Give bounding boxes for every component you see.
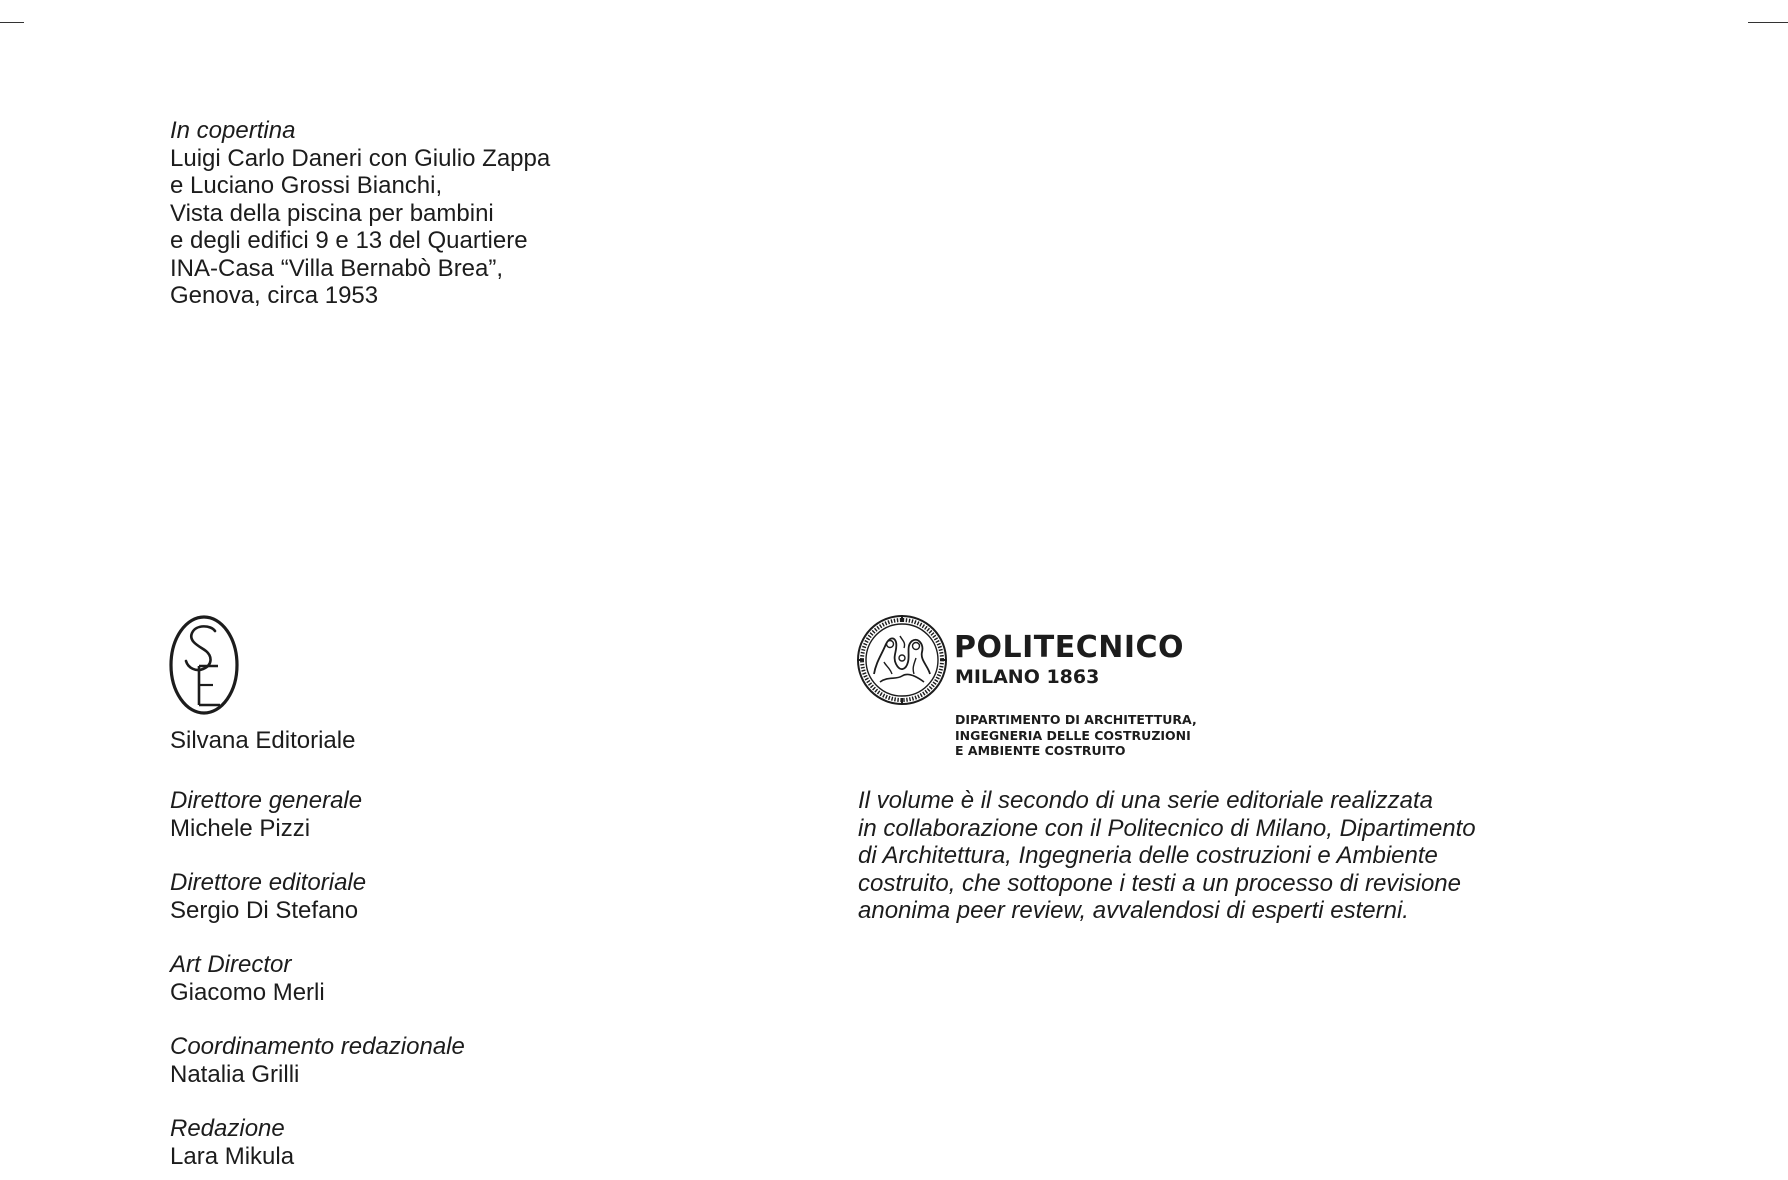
cover-caption-line: e Luciano Grossi Bianchi,: [170, 172, 443, 199]
credit-name: Natalia Grilli: [170, 1060, 300, 1088]
university-name: POLITECNICO: [954, 630, 1185, 665]
department-line: INGEGNERIA DELLE COSTRUZIONI: [955, 727, 1191, 743]
cover-caption-line: e degli edifici 9 e 13 del Quartiere: [170, 227, 528, 254]
department-line: E AMBIENTE COSTRUITO: [955, 743, 1126, 758]
publisher-name: Silvana Editoriale: [170, 727, 356, 754]
credit-role: Coordinamento redazionale: [170, 1033, 465, 1060]
credits-list: [170, 787, 465, 1180]
cover-caption-line: Luigi Carlo Daneri con Giulio Zappa: [170, 144, 551, 172]
credit-name: Sergio Di Stefano: [170, 896, 359, 924]
cover-caption-label: In copertina: [170, 117, 296, 144]
credit-item: [170, 951, 465, 1006]
credit-item: [170, 1115, 465, 1170]
department-line: DIPARTIMENTO DI ARCHITETTURA,: [955, 712, 1197, 727]
cover-caption: [170, 117, 550, 310]
cover-caption-line: Vista della piscina per bambini: [170, 199, 494, 227]
series-note-line: anonima peer review, avvalendosi di esperti esterni.: [858, 897, 1409, 924]
university-department: [955, 712, 1197, 759]
series-note-line: di Architettura, Ingegneria delle costruzioni e Ambiente: [858, 842, 1438, 869]
credit-item: [170, 869, 465, 924]
credit-name: Michele Pizzi: [170, 814, 311, 842]
series-note-line: in collaborazione con il Politecnico di Milano, Dipartimento: [858, 814, 1476, 842]
series-note-line: costruito, che sottopone i testi a un processo di revisione: [858, 869, 1461, 897]
series-note-line: Il volume è il secondo di una serie editoriale realizzata: [858, 787, 1433, 814]
crop-mark-right: [1748, 22, 1788, 23]
cover-caption-line: Genova, circa 1953: [170, 282, 379, 309]
series-note: [858, 787, 1476, 925]
credit-role: Direttore editoriale: [170, 869, 367, 896]
silvana-editoriale-logo-icon: [168, 614, 240, 716]
credit-role: Art Director: [170, 951, 292, 978]
credit-item: [170, 787, 465, 842]
credit-item: [170, 1033, 465, 1088]
credit-role: Redazione: [170, 1115, 285, 1142]
cover-caption-line: INA-Casa “Villa Bernabò Brea”,: [170, 254, 504, 282]
credit-name: Lara Mikula: [170, 1142, 295, 1170]
politecnico-seal-icon: [856, 614, 948, 706]
university-subtitle: MILANO 1863: [955, 666, 1100, 688]
credit-name: Giacomo Merli: [170, 978, 325, 1006]
crop-mark-left: [0, 22, 24, 23]
credit-role: Direttore generale: [170, 787, 363, 814]
